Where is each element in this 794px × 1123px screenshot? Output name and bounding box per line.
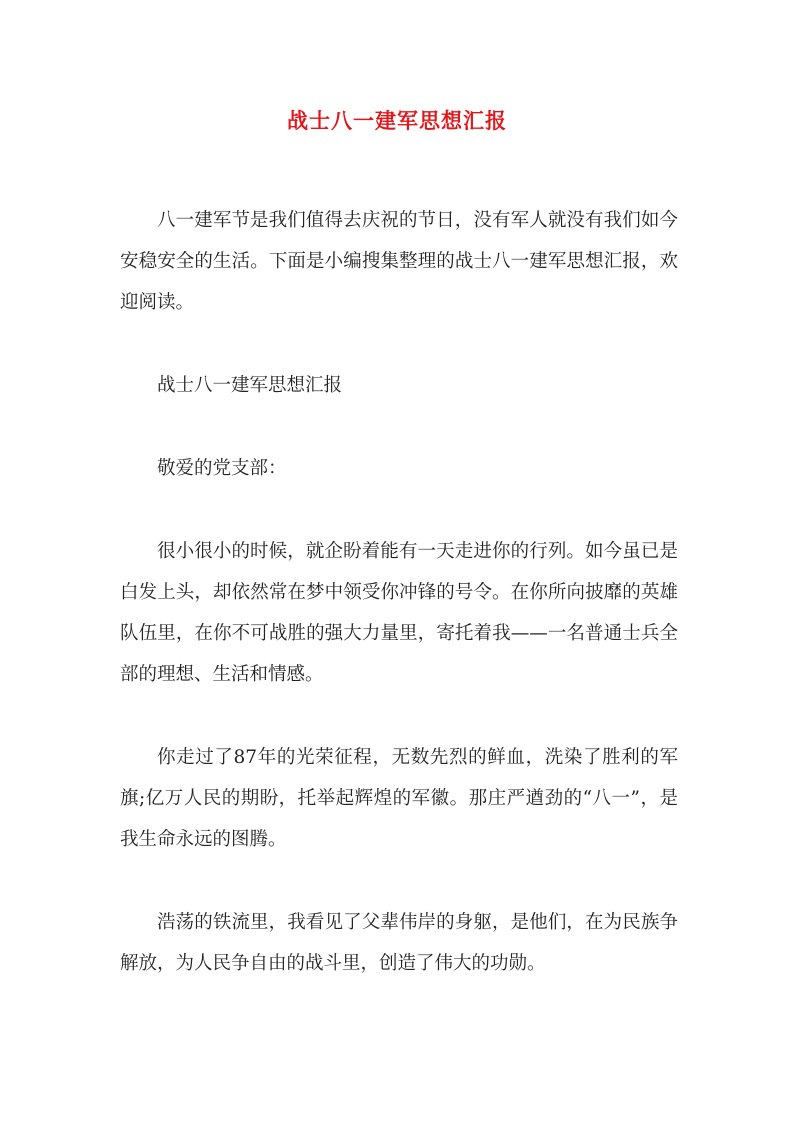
document-title: 战士八一建军思想汇报 bbox=[287, 108, 507, 133]
paragraph-salutation: 敬爱的党支部： bbox=[157, 458, 287, 479]
paragraph-body-3: 浩荡的铁流里，我看见了父辈伟岸的身躯，是他们，在为民族争解放，为人民争自由的战斗里，创造了伟大的功勋。 bbox=[120, 912, 678, 974]
paragraph-subtitle: 战士八一建军思想汇报 bbox=[157, 375, 343, 396]
document-body bbox=[120, 200, 678, 1026]
paragraph-intro: 八一建军节是我们值得去庆祝的节日，没有军人就没有我们如今安稳安全的生活。下面是小编搜集整理的战士八一建军思想汇报，欢迎阅读。 bbox=[120, 210, 678, 313]
paragraph-body-1: 很小很小的时候，就企盼着能有一天走进你的行列。如今虽已是白发上头，却依然常在梦中领受你冲锋的号令。在你所向披靡的英雄队伍里，在你不可战胜的强大力量里，寄托着我——一名普通士兵全部的理想、生活和情感。 bbox=[120, 541, 678, 685]
paragraph-body-2: 你走过了87年的光荣征程，无数先烈的鲜血，洗染了胜利的军旗;亿万人民的期盼，托举起辉煌的军徽。那庄严遒劲的“八一”，是我生命永远的图腾。 bbox=[120, 747, 678, 850]
